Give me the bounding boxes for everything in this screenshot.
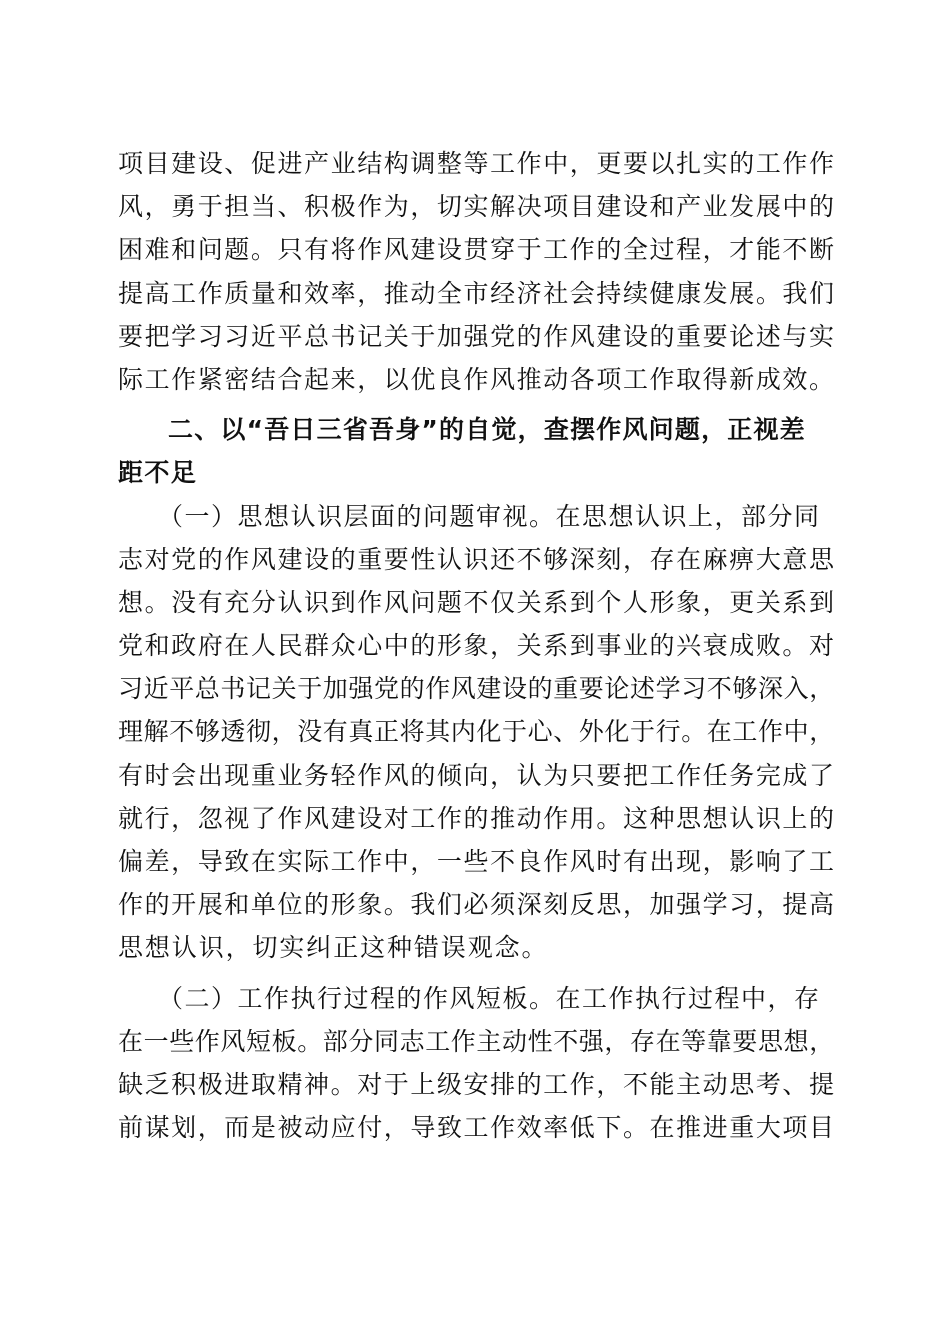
text-line: 项目建设、促进产业结构调整等工作中，更要以扎实的工作作 [118,149,834,178]
document-body [118,142,834,1149]
text-line: 际工作紧密结合起来，以优良作风推动各项工作取得新成效。 [118,364,834,394]
text-line: 思想认识，切实纠正这种错误观念。 [118,933,549,963]
text-line: 缺乏积极进取精神。对于上级安排的工作，不能主动思考、提 [118,1069,834,1099]
text-line: 就行，忽视了作风建设对工作的推动作用。这种思想认识上的 [118,803,834,833]
paragraph-continuation [118,142,834,401]
text-line: 要把学习习近平总书记关于加强党的作风建设的重要论述与实 [118,321,834,351]
text-line: 在一些作风短板。部分同志工作主动性不强，存在等靠要思想， [118,1026,835,1056]
text-line: 作的开展和单位的形象。我们必须深刻反思，加强学习，提高 [118,890,834,920]
text-line: 党和政府在人民群众心中的形象，关系到事业的兴衰成败。对 [118,631,834,661]
heading-line: 距不足 [118,458,198,488]
text-line: 前谋划，而是被动应付，导致工作效率低下。在推进重大项目 [118,1113,834,1143]
text-line: 偏差，导致在实际工作中，一些不良作风时有出现，影响了工 [118,847,834,876]
section-heading [118,408,834,494]
text-line: 提高工作质量和效率，推动全市经济社会持续健康发展。我们 [118,278,834,308]
heading-line: 二、以“吾日三省吾身”的自觉，查摆作风问题，正视差 [168,415,806,445]
text-line: 想。没有充分认识到作风问题不仅关系到个人形象，更关系到 [118,587,834,617]
text-line: （一）思想认识层面的问题审视。在思想认识上，部分同 [158,501,821,531]
text-line: （二）工作执行过程的作风短板。在工作执行过程中，存 [158,983,821,1013]
subsection-two [118,977,834,1150]
subsection-one [118,495,834,970]
text-line: 习近平总书记关于加强党的作风建设的重要论述学习不够深入， [118,674,835,704]
text-line: 理解不够透彻，没有真正将其内化于心、外化于行。在工作中， [118,717,835,747]
text-line: 有时会出现重业务轻作风的倾向，认为只要把工作任务完成了 [118,760,834,790]
text-line: 困难和问题。只有将作风建设贯穿于工作的全过程，才能不断 [118,235,834,265]
paragraph-gap [118,401,834,408]
paragraph-gap [118,970,834,977]
text-line: 志对党的作风建设的重要性认识还不够深刻，存在麻痹大意思 [118,544,834,574]
text-line: 风，勇于担当、积极作为，切实解决项目建设和产业发展中的 [118,192,834,222]
